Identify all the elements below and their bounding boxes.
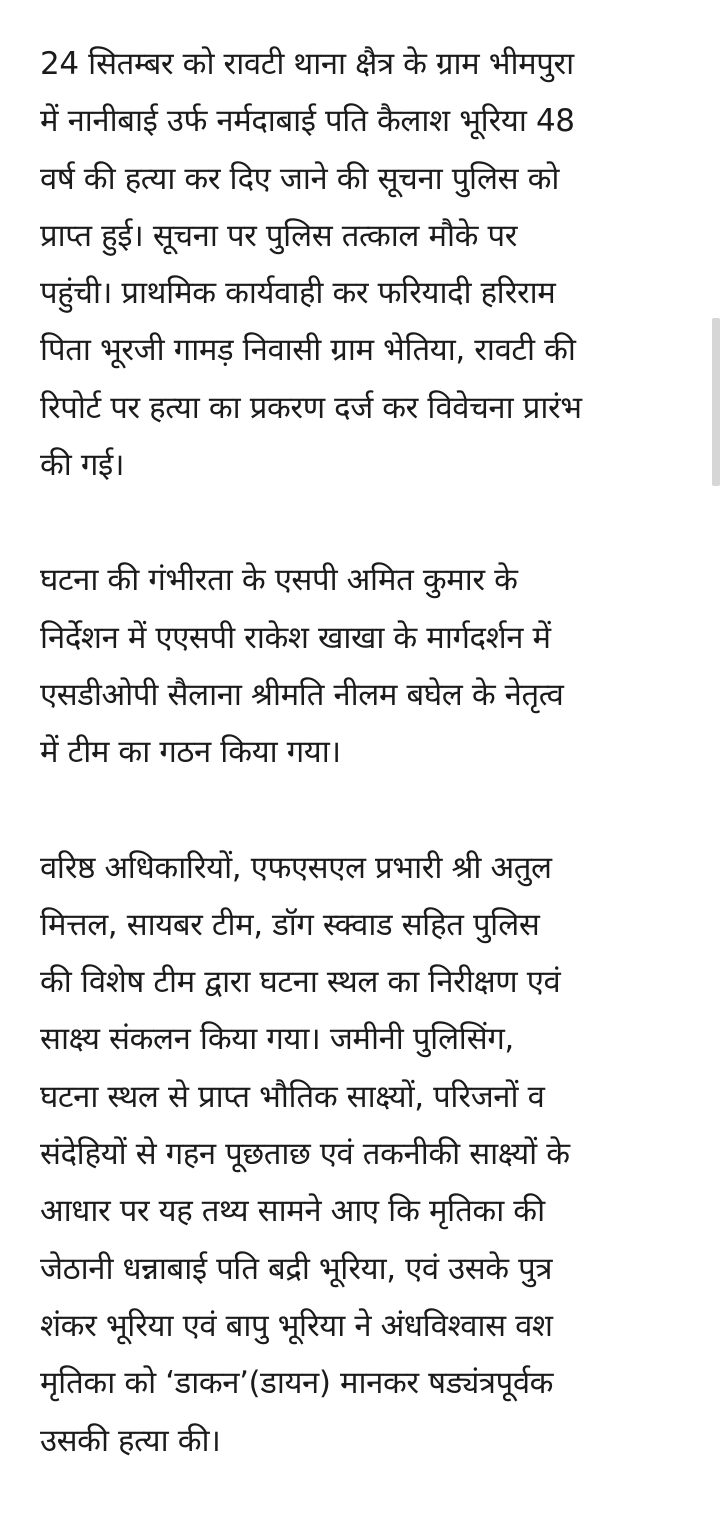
- text-line: आधार पर यह तथ्य सामने आए कि मृतिका की: [40, 1193, 545, 1230]
- text-line: प्राप्त हुई। सूचना पर पुलिस तत्काल मौके पर: [40, 217, 518, 254]
- text-line: मृतिका को ‘डाकन’(डायन) मानकर षड्यंत्रपूर्वक: [40, 1365, 554, 1402]
- text-line: में नानीबाई उर्फ नर्मदाबाई पति कैलाश भूरिया 48: [40, 103, 575, 140]
- text-line: मित्तल, सायबर टीम, डॉग स्क्वाड सहित पुलिस: [40, 906, 540, 943]
- text-line: पहुंची। प्राथमिक कार्यवाही कर फरियादी हरिराम: [40, 275, 556, 312]
- text-line: उसकी हत्या की।: [40, 1422, 221, 1459]
- text-line: पिता भूरजी गामड़ निवासी ग्राम भेतिया, रावटी की: [40, 332, 576, 369]
- text-line: शंकर भूरिया एवं बापु भूरिया ने अंधविश्वास वश: [40, 1307, 553, 1344]
- text-line: निर्देशन में एएसपी राकेश खाखा के मार्गदर्शन में: [40, 619, 551, 656]
- text-line: घटना की गंभीरता के एसपी अमित कुमार के: [40, 562, 518, 599]
- scrollbar-thumb[interactable]: [712, 318, 720, 486]
- text-line: की विशेष टीम द्वारा घटना स्थल का निरीक्षण एवं: [40, 964, 561, 1001]
- text-line: रिपोर्ट पर हत्या का प्रकरण दर्ज कर विवेचना प्रारंभ: [40, 389, 582, 426]
- text-line: जेठानी धन्नाबाई पति बद्री भूरिया, एवं उसके पुत्र: [40, 1250, 553, 1287]
- text-line: की गई।: [40, 447, 125, 484]
- text-line: संदेहियों से गहन पूछताछ एवं तकनीकी साक्ष्यों के: [40, 1136, 570, 1173]
- article-body: [40, 36, 685, 1528]
- text-line: वर्ष की हत्या कर दिए जाने की सूचना पुलिस को: [40, 160, 560, 197]
- text-line: 24 सितम्बर को रावटी थाना क्षैत्र के ग्राम भीमपुरा: [40, 46, 574, 82]
- text-line: वरिष्ठ अधिकारियों, एफएसएल प्रभारी श्री अतुल: [40, 849, 552, 886]
- text-line: में टीम का गठन किया गया।: [40, 734, 341, 771]
- text-line: साक्ष्य संकलन किया गया। जमीनी पुलिसिंग,: [40, 1021, 514, 1058]
- text-line: घटना स्थल से प्राप्त भौतिक साक्ष्यों, परिजनों व: [40, 1078, 545, 1115]
- paragraph-3: [40, 840, 685, 1470]
- paragraph-2: [40, 552, 685, 781]
- text-line: एसडीओपी सैलाना श्रीमति नीलम बघेल के नेतृत्व: [40, 676, 564, 713]
- paragraph-1: [40, 36, 685, 494]
